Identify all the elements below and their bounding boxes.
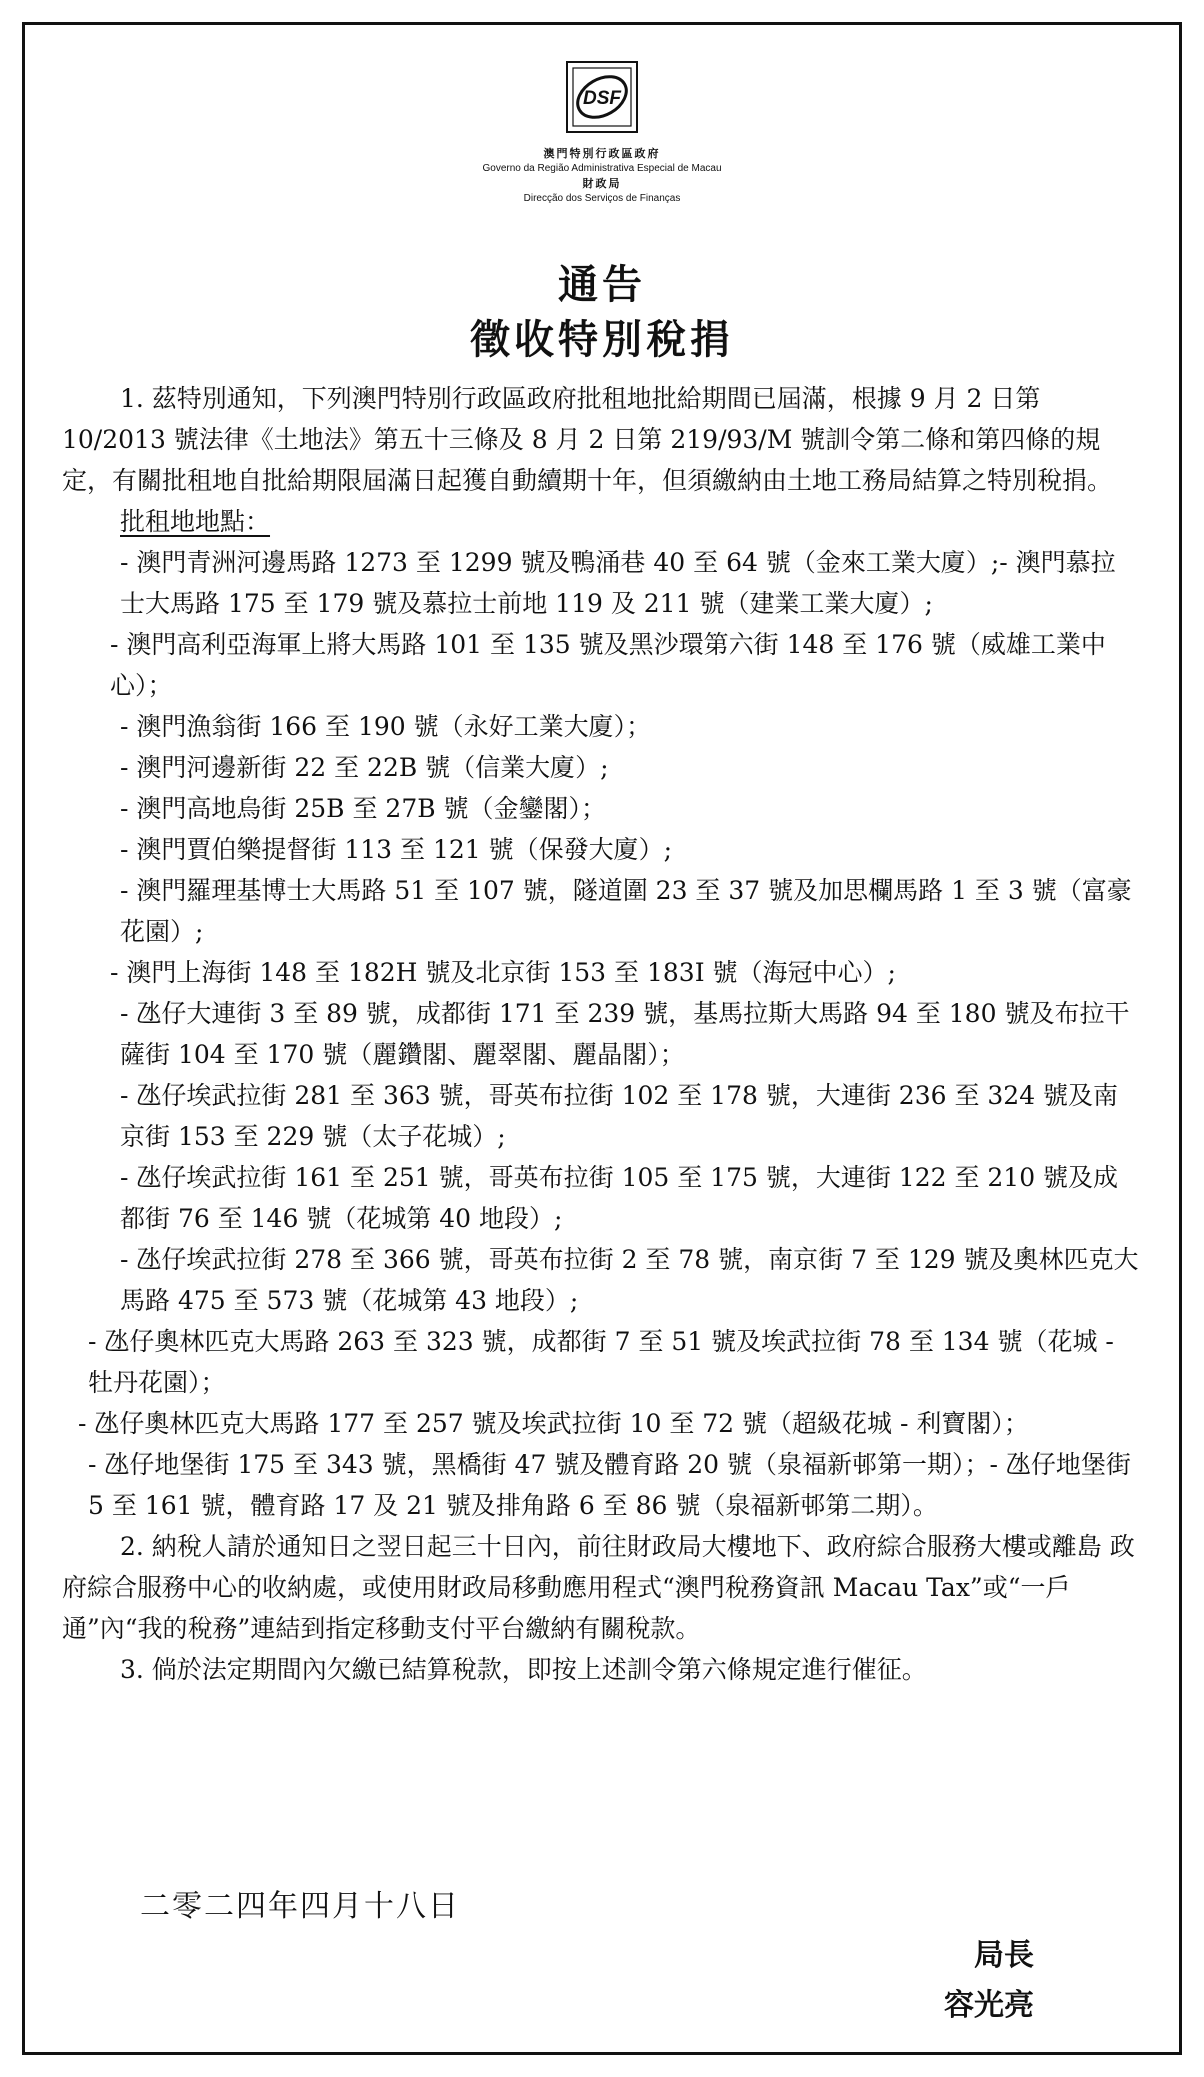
org-name-zh: 澳門特別行政區政府 (543, 147, 661, 160)
dept-name-zh: 財政局 (582, 177, 622, 190)
locations-label: 批租地地點： (120, 507, 271, 536)
location-item: - 澳門河邊新街 22 至 22B 號（信業大廈）; (120, 753, 609, 782)
dsf-logo-icon (565, 60, 639, 134)
notice-date: 二零二四年四月十八日 (140, 1889, 460, 1924)
signatory-name: 容光亮 (944, 1988, 1034, 2023)
paragraph-1: 1. 茲特別通知，下列澳門特別行政區政府批租地批給期間已屆滿，根據 9 月 2 日第 10/2013 號法律《土地法》第五十三條及 8 月 2 日第 219/93/M 號訓令第二條和第四條的規定，有關批租地自批給期限屆滿日起獲自動續期十年，但須繳納由土地工務局結算之特別稅捐。 (62, 384, 1113, 495)
location-item: - 澳門賈伯樂提督街 113 至 121 號（保發大廈）; (120, 835, 673, 864)
location-item: - 澳門漁翁街 166 至 190 號（永好工業大廈）； (120, 712, 652, 741)
location-item: - 澳門羅理基博士大馬路 51 至 107 號，隧道圍 23 至 37 號及加思欄馬路 1 至 3 號（富豪花園）; (120, 876, 1132, 946)
dept-name-pt: Direcção dos Serviços de Finanças (523, 193, 681, 204)
svg-text:DSF: DSF (583, 88, 621, 109)
location-item: - 氹仔地堡街 175 至 343 號，黑橋街 47 號及體育路 20 號（泉福新邨第一期）；- 氹仔地堡街 5 至 161 號，體育路 17 及 21 號及排角路 6 至 86 號（泉福新邨第二期）。 (88, 1450, 1131, 1520)
org-name-pt: Governo da Região Administrativa Especial de Macau (482, 163, 722, 174)
location-item: - 氹仔埃武拉街 281 至 363 號，哥英布拉街 102 至 178 號，大連街 236 至 324 號及南京街 153 至 229 號（太子花城）; (120, 1081, 1119, 1151)
location-item: - 澳門高地烏街 25B 至 27B 號（金鑾閣）； (120, 794, 607, 823)
location-item: - 澳門上海街 148 至 182H 號及北京街 153 至 183I 號（海冠中心）; (110, 958, 896, 987)
location-item: - 氹仔大連街 3 至 89 號，成都街 171 至 239 號，基馬拉斯大馬路 94 至 180 號及布拉干薩街 104 至 170 號（麗鑽閣、麗翠閣、麗晶閣）； (120, 999, 1130, 1069)
location-item: - 氹仔奧林匹克大馬路 177 至 257 號及埃武拉街 10 至 72 號（超級花城 - 利寶閣）； (78, 1409, 1029, 1438)
notice-subtitle: 徵收特別稅捐 (470, 317, 734, 363)
location-item: - 氹仔埃武拉街 161 至 251 號，哥英布拉街 105 至 175 號，大連街 122 至 210 號及成都街 76 至 146 號（花城第 40 地段）; (120, 1163, 1119, 1233)
location-item: - 澳門青洲河邊馬路 1273 至 1299 號及鴨涌巷 40 至 64 號（金來工業大廈）;- 澳門慕拉士大馬路 175 至 179 號及慕拉士前地 119 及 211 號（建業工業大廈）; (120, 548, 1116, 618)
paragraph-2: 2. 納稅人請於通知日之翌日起三十日內，前往財政局大樓地下、政府綜合服務大樓或離島 政府綜合服務中心的收納處，或使用財政局移動應用程式“澳門稅務資訊 Macau Tax”或“一戶通”內“我的稅務”連結到指定移動支付平台繳納有關稅款。 (62, 1532, 1135, 1643)
signatory-position: 局長 (974, 1938, 1034, 1973)
letterhead (0, 60, 1204, 206)
location-item: - 氹仔奧林匹克大馬路 263 至 323 號，成都街 7 至 51 號及埃武拉街 78 至 134 號（花城 - 牡丹花園）； (88, 1327, 1114, 1397)
paragraph-3: 3. 倘於法定期間內欠繳已結算稅款，即按上述訓令第六條規定進行催征。 (120, 1655, 927, 1684)
notice-body (62, 378, 1140, 1690)
notice-title: 通告 (558, 262, 646, 308)
location-item: - 澳門高利亞海軍上將大馬路 101 至 135 號及黑沙環第六街 148 至 176 號（威雄工業中心）； (110, 630, 1106, 700)
location-item: - 氹仔埃武拉街 278 至 366 號，哥英布拉街 2 至 78 號，南京街 7 至 129 號及奧林匹克大馬路 475 至 573 號（花城第 43 地段）; (120, 1245, 1139, 1315)
